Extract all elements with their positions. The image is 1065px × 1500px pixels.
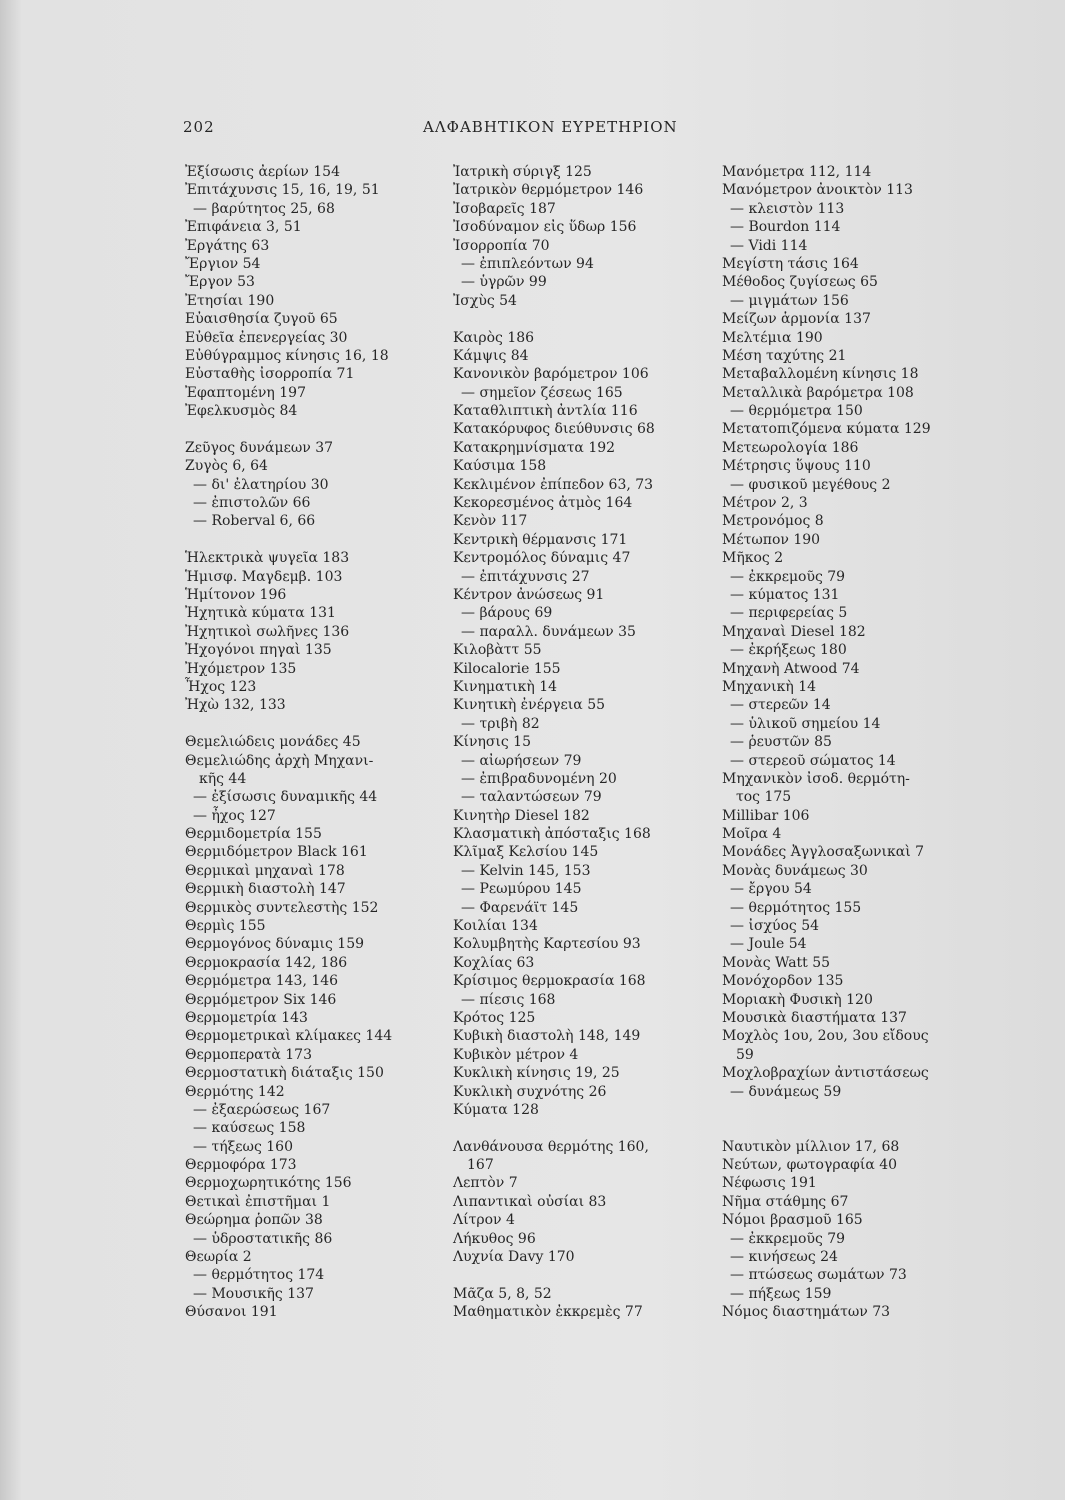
index-entry: Ἡμισφ. Μαγδεμβ. 103 bbox=[185, 568, 343, 585]
index-entry: Μοχλὸς 1ου, 2ου, 3ου εἴδους bbox=[722, 1028, 929, 1045]
index-entry: Εὐθεῖα ἐπενεργείας 30 bbox=[185, 329, 348, 346]
index-entry: Θερμιδομετρία 155 bbox=[185, 826, 322, 843]
index-entry: Κενὸν 117 bbox=[453, 513, 528, 530]
index-entry: Μέτρον 2, 3 bbox=[722, 495, 808, 512]
index-entry: Ἰατρικὸν θερμόμετρον 146 bbox=[453, 182, 644, 199]
index-entry: — Vidi 114 bbox=[730, 237, 808, 254]
index-entry: — ἐκκρεμοῦς 79 bbox=[730, 568, 846, 585]
index-entry: Θεμελιώδης ἀρχὴ Μηχανι- bbox=[185, 752, 374, 769]
index-entry: — καύσεως 158 bbox=[193, 1120, 306, 1137]
index-entry: — βαρύτητος 25, 68 bbox=[193, 200, 335, 217]
index-entry: Θεμελιώδεις μονάδες 45 bbox=[185, 734, 361, 751]
index-entry: — περιφερείας 5 bbox=[730, 605, 848, 622]
index-entry: Μουσικὰ διαστήματα 137 bbox=[722, 1009, 907, 1026]
index-entry: Μονόχορδον 135 bbox=[722, 973, 844, 990]
index-entry: Κιλοβὰττ 55 bbox=[453, 642, 542, 659]
index-entry: Θερμικὸς συντελεστὴς 152 bbox=[185, 899, 379, 916]
index-entry: Κυκλικὴ συχνότης 26 bbox=[453, 1083, 607, 1100]
index-entry: Millibar 106 bbox=[722, 807, 810, 824]
index-entry: — παραλλ. δυνάμεων 35 bbox=[461, 623, 636, 640]
index-entry: Μανόμετρον ἀνοικτὸν 113 bbox=[722, 182, 913, 199]
index-entry: Ἰσχὺς 54 bbox=[453, 292, 517, 309]
index-entry: Εὐσταθὴς ἰσορροπία 71 bbox=[185, 366, 355, 383]
index-entry: Ναυτικὸν μίλλιον 17, 68 bbox=[722, 1138, 900, 1155]
index-entry: Μοχλοβραχίων ἀντιστάσεως bbox=[722, 1065, 929, 1082]
index-entry: Καιρὸς 186 bbox=[453, 329, 535, 346]
index-entry: Λιπαντικαὶ οὐσίαι 83 bbox=[453, 1193, 607, 1210]
index-entry: Κυκλικὴ κίνησις 19, 25 bbox=[453, 1065, 620, 1082]
index-entry: — ἐπιβραδυνομένη 20 bbox=[461, 770, 617, 787]
index-entry: Εὐαισθησία ζυγοῦ 65 bbox=[185, 311, 338, 328]
index-entry: Θερμικὴ διαστολὴ 147 bbox=[185, 881, 346, 898]
index-entry: — ὑλικοῦ σημείου 14 bbox=[730, 715, 881, 732]
index-entry: Κεντρομόλος δύναμις 47 bbox=[453, 550, 631, 567]
index-entry: Θερμοστατικὴ διάταξις 150 bbox=[185, 1065, 384, 1082]
running-head bbox=[183, 118, 843, 140]
index-entry: Μεταλλικὰ βαρόμετρα 108 bbox=[722, 384, 914, 401]
index-entry: Ἐτησίαι 190 bbox=[185, 292, 275, 309]
index-entry: Ζυγὸς 6, 64 bbox=[185, 458, 268, 475]
index-entry: τος 175 bbox=[736, 789, 792, 806]
index-entry: Ἰσορροπία 70 bbox=[453, 237, 550, 254]
index-entry: Μαθηματικὸν ἐκκρεμὲς 77 bbox=[453, 1304, 643, 1321]
index-entry: — ὑδροστατικῆς 86 bbox=[193, 1230, 333, 1247]
index-entry: Κρίσιμος θερμοκρασία 168 bbox=[453, 973, 646, 990]
index-entry: Ἡμίτονον 196 bbox=[185, 586, 287, 603]
index-entry: Κανονικὸν βαρόμετρον 106 bbox=[453, 366, 649, 383]
section-gap bbox=[185, 531, 430, 549]
index-entry: Μονὰς δυνάμεως 30 bbox=[722, 862, 868, 879]
index-entry: Λήκυθος 96 bbox=[453, 1230, 536, 1247]
index-entry: Κυβικὸν μέτρον 4 bbox=[453, 1046, 579, 1063]
index-entry: Θερμομετρικαὶ κλίμακες 144 bbox=[185, 1028, 393, 1045]
index-entry: Κατακόρυφος διεύθυνσις 68 bbox=[453, 421, 655, 438]
index-entry: Ἔργον 53 bbox=[185, 274, 255, 291]
index-entry: Νῆμα στάθμης 67 bbox=[722, 1193, 849, 1210]
index-entry: — ἐπιστολῶν 66 bbox=[193, 495, 311, 512]
index-entry: Ἦχος 123 bbox=[185, 678, 257, 695]
index-entry: — μιγμάτων 156 bbox=[730, 292, 849, 309]
index-entry: Κάμψις 84 bbox=[453, 347, 529, 364]
index-entry: — κλειστὸν 113 bbox=[730, 200, 845, 217]
index-entry: Ἔργιον 54 bbox=[185, 255, 261, 272]
index-entry: Κοχλίας 63 bbox=[453, 954, 535, 971]
index-entry: Θερμοφόρα 173 bbox=[185, 1157, 297, 1174]
index-entry: Θερμὶς 155 bbox=[185, 918, 266, 935]
index-entry: Μετατοπιζόμενα κύματα 129 bbox=[722, 421, 931, 438]
index-entry: Θετικαὶ ἐπιστῆμαι 1 bbox=[185, 1193, 331, 1210]
section-gap bbox=[453, 1266, 698, 1284]
index-entry: — Μουσικῆς 137 bbox=[193, 1285, 314, 1302]
index-entry: Μέση ταχύτης 21 bbox=[722, 347, 847, 364]
index-entry: Θερμικαὶ μηχαναὶ 178 bbox=[185, 862, 345, 879]
index-entry: — ἦχος 127 bbox=[193, 807, 276, 824]
index-entry: — ὑγρῶν 99 bbox=[461, 274, 547, 291]
index-entry: Ἐξίσωσις ἀερίων 154 bbox=[185, 164, 340, 180]
index-entry: Κλασματικὴ ἀπόσταξις 168 bbox=[453, 826, 651, 843]
index-entry: Θερμογόνος δύναμις 159 bbox=[185, 936, 365, 953]
page-number: 202 bbox=[183, 118, 215, 136]
index-entry: Ζεῦγος δυνάμεων 37 bbox=[185, 439, 334, 456]
index-entry: — βάρους 69 bbox=[461, 605, 553, 622]
index-entry: Κινητὴρ Diesel 182 bbox=[453, 807, 590, 824]
index-entry: Ἐπιτάχυνσις 15, 16, 19, 51 bbox=[185, 182, 380, 199]
section-gap bbox=[185, 715, 430, 733]
index-entry: Καύσιμα 158 bbox=[453, 458, 547, 475]
index-entry: 167 bbox=[467, 1157, 494, 1174]
index-column-1 bbox=[185, 163, 430, 1322]
index-entry: Κίνησις 15 bbox=[453, 734, 531, 751]
index-entry: Κέντρον ἀνώσεως 91 bbox=[453, 586, 605, 603]
index-entry: — πίεσις 168 bbox=[461, 991, 556, 1008]
index-entry: Κινητικὴ ἐνέργεια 55 bbox=[453, 697, 606, 714]
index-entry: 59 bbox=[736, 1046, 754, 1063]
index-entry: Ἐργάτης 63 bbox=[185, 237, 270, 254]
index-entry: Κεντρικὴ θέρμανσις 171 bbox=[453, 531, 628, 548]
index-entry: Μηχαναὶ Diesel 182 bbox=[722, 623, 866, 640]
index-entry: — φυσικοῦ μεγέθους 2 bbox=[730, 476, 891, 493]
index-entry: Ἰσοβαρεῖς 187 bbox=[453, 200, 556, 217]
index-entry: — ἐπιπλεόντων 94 bbox=[461, 255, 594, 272]
index-entry: Λεπτὸν 7 bbox=[453, 1175, 518, 1192]
index-entry: Μηχανὴ Atwood 74 bbox=[722, 660, 860, 677]
index-entry: — Ρεωμύρου 145 bbox=[461, 881, 582, 898]
index-entry: — ἔργου 54 bbox=[730, 881, 812, 898]
index-entry: Ἠχητικοὶ σωλῆνες 136 bbox=[185, 623, 350, 640]
index-entry: Κυβικὴ διαστολὴ 148, 149 bbox=[453, 1028, 641, 1045]
index-entry: Μοῖρα 4 bbox=[722, 826, 782, 843]
index-entry: Κλῖμαξ Κελσίου 145 bbox=[453, 844, 599, 861]
index-entry: Θεωρία 2 bbox=[185, 1249, 252, 1266]
index-entry: — θερμότητος 155 bbox=[730, 899, 862, 916]
index-entry: Ἰσοδύναμον εἰς ὕδωρ 156 bbox=[453, 219, 637, 236]
index-entry: Κρότος 125 bbox=[453, 1009, 536, 1026]
index-entry: Μελτέμια 190 bbox=[722, 329, 823, 346]
index-entry: Καταθλιπτικὴ ἀντλία 116 bbox=[453, 403, 638, 420]
index-entry: — ἐπιτάχυνσις 27 bbox=[461, 568, 590, 585]
index-entry: — σημεῖον ζέσεως 165 bbox=[461, 384, 623, 401]
section-gap bbox=[453, 310, 698, 328]
page-title: ΑΛΦΑΒΗΤΙΚΟΝ ΕΥΡΕΤΗΡΙΟΝ bbox=[423, 118, 678, 136]
index-entry: — δυνάμεως 59 bbox=[730, 1083, 842, 1100]
index-entry: Μεταβαλλομένη κίνησις 18 bbox=[722, 366, 919, 383]
index-entry: — Kelvin 145, 153 bbox=[461, 862, 591, 879]
index-column-3 bbox=[722, 163, 967, 1322]
index-entry: — Joule 54 bbox=[730, 936, 807, 953]
index-entry: Θερμόμετρον Six 146 bbox=[185, 991, 337, 1008]
index-entry: Μηχανικὸν ἰσοδ. θερμότη- bbox=[722, 770, 910, 787]
index-entry: Μανόμετρα 112, 114 bbox=[722, 164, 872, 180]
index-entry: — Roberval 6, 66 bbox=[193, 513, 316, 530]
index-entry: — κινήσεως 24 bbox=[730, 1249, 838, 1266]
index-entry: — ἐκρήξεως 180 bbox=[730, 642, 847, 659]
index-entry: — ῥευστῶν 85 bbox=[730, 734, 832, 751]
index-column-2 bbox=[453, 163, 698, 1322]
section-gap bbox=[722, 1119, 967, 1137]
index-entry: — ταλαντώσεων 79 bbox=[461, 789, 602, 806]
index-entry: Θερμοκρασία 142, 186 bbox=[185, 954, 348, 971]
index-entry: — δι' ἐλατηρίου 30 bbox=[193, 476, 329, 493]
index-entry: Θερμομετρία 143 bbox=[185, 1009, 308, 1026]
index-entry: Μᾶζα 5, 8, 52 bbox=[453, 1285, 552, 1302]
index-entry: Μῆκος 2 bbox=[722, 550, 784, 567]
index-entry: — θερμότητος 174 bbox=[193, 1267, 325, 1284]
index-entry: — στερεῶν 14 bbox=[730, 697, 831, 714]
index-entry: — τήξεως 160 bbox=[193, 1138, 293, 1155]
index-entry: Ἠχογόνοι πηγαὶ 135 bbox=[185, 642, 332, 659]
index-entry: Κινηματικὴ 14 bbox=[453, 678, 558, 695]
index-entry: Λυχνία Davy 170 bbox=[453, 1249, 575, 1266]
index-entry: Μετρονόμος 8 bbox=[722, 513, 824, 530]
index-entry: Μονάδες Ἀγγλοσαξωνικαὶ 7 bbox=[722, 844, 925, 861]
index-entry: Μεγίστη τάσις 164 bbox=[722, 255, 859, 272]
index-entry: Ἠχητικὰ κύματα 131 bbox=[185, 605, 336, 622]
index-entry: Κατακρημνίσματα 192 bbox=[453, 439, 616, 456]
index-entry: Μέτωπον 190 bbox=[722, 531, 821, 548]
index-entry: Μείζων ἁρμονία 137 bbox=[722, 311, 871, 328]
index-entry: Ἐφαπτομένη 197 bbox=[185, 384, 306, 401]
index-entry: Μοριακὴ Φυσικὴ 120 bbox=[722, 991, 873, 1008]
index-entry: Θεώρημα ῥοπῶν 38 bbox=[185, 1212, 323, 1229]
index-entry: Νέφωσις 191 bbox=[722, 1175, 817, 1192]
index-entry: Μηχανικὴ 14 bbox=[722, 678, 817, 695]
index-entry: Ἐφελκυσμὸς 84 bbox=[185, 403, 298, 420]
index-entry: Ἐπιφάνεια 3, 51 bbox=[185, 219, 302, 236]
index-entry: Κεκορεσμένος ἀτμὸς 164 bbox=[453, 495, 633, 512]
index-entry: Μετεωρολογία 186 bbox=[722, 439, 859, 456]
index-entry: Ἠχὼ 132, 133 bbox=[185, 697, 286, 714]
index-entry: Εὐθύγραμμος κίνησις 16, 18 bbox=[185, 347, 389, 364]
index-entry: — Bourdon 114 bbox=[730, 219, 841, 236]
index-entry: Νεύτων, φωτογραφία 40 bbox=[722, 1157, 898, 1174]
index-entry: Μέθοδος ζυγίσεως 65 bbox=[722, 274, 878, 291]
index-entry: Κοιλίαι 134 bbox=[453, 918, 538, 935]
index-entry: Ἰατρικὴ σύριγξ 125 bbox=[453, 164, 592, 180]
index-entry: — τριβὴ 82 bbox=[461, 715, 540, 732]
index-entry: — θερμόμετρα 150 bbox=[730, 403, 863, 420]
index-entry: — Φαρενάϊτ 145 bbox=[461, 899, 579, 916]
index-entry: — ἐξαερώσεως 167 bbox=[193, 1101, 331, 1118]
index-entry: Ἠχόμετρον 135 bbox=[185, 660, 297, 677]
index-entry: — ἰσχύος 54 bbox=[730, 918, 820, 935]
index-entry: Θερμότης 142 bbox=[185, 1083, 285, 1100]
index-entry: Λανθάνουσα θερμότης 160, bbox=[453, 1138, 649, 1155]
index-entry: Κολυμβητὴς Καρτεσίου 93 bbox=[453, 936, 641, 953]
index-entry: Θύσανοι 191 bbox=[185, 1304, 278, 1321]
index-entry: — ἐκκρεμοῦς 79 bbox=[730, 1230, 846, 1247]
index-entry: Θερμοχωρητικότης 156 bbox=[185, 1175, 352, 1192]
index-entry: — ἐξίσωσις δυναμικῆς 44 bbox=[193, 789, 378, 806]
index-entry: κῆς 44 bbox=[199, 770, 247, 787]
index-entry: Λίτρον 4 bbox=[453, 1212, 515, 1229]
index-entry: Νόμος διαστημάτων 73 bbox=[722, 1304, 891, 1321]
index-entry: — στερεοῦ σώματος 14 bbox=[730, 752, 896, 769]
index-entry: — πήξεως 159 bbox=[730, 1285, 832, 1302]
index-entry: Μέτρησις ὕψους 110 bbox=[722, 458, 871, 475]
index-entry: — αἰωρήσεων 79 bbox=[461, 752, 582, 769]
index-entry: — κύματος 131 bbox=[730, 586, 840, 603]
section-gap bbox=[453, 1119, 698, 1137]
index-entry: Θερμόμετρα 143, 146 bbox=[185, 973, 339, 990]
section-gap bbox=[722, 1101, 967, 1119]
index-entry: Νόμοι βρασμοῦ 165 bbox=[722, 1212, 863, 1229]
index-entry: Kilocalorie 155 bbox=[453, 660, 561, 677]
index-entry: — πτώσεως σωμάτων 73 bbox=[730, 1267, 907, 1284]
index-entry: Ἡλεκτρικὰ ψυγεῖα 183 bbox=[185, 550, 350, 567]
index-entry: Θερμιδόμετρον Black 161 bbox=[185, 844, 368, 861]
index-entry: Θερμοπερατὰ 173 bbox=[185, 1046, 312, 1063]
index-entry: Μονὰς Watt 55 bbox=[722, 954, 831, 971]
section-gap bbox=[185, 420, 430, 438]
index-entry: Κεκλιμένον ἐπίπεδον 63, 73 bbox=[453, 476, 654, 493]
index-entry: Κύματα 128 bbox=[453, 1101, 539, 1118]
